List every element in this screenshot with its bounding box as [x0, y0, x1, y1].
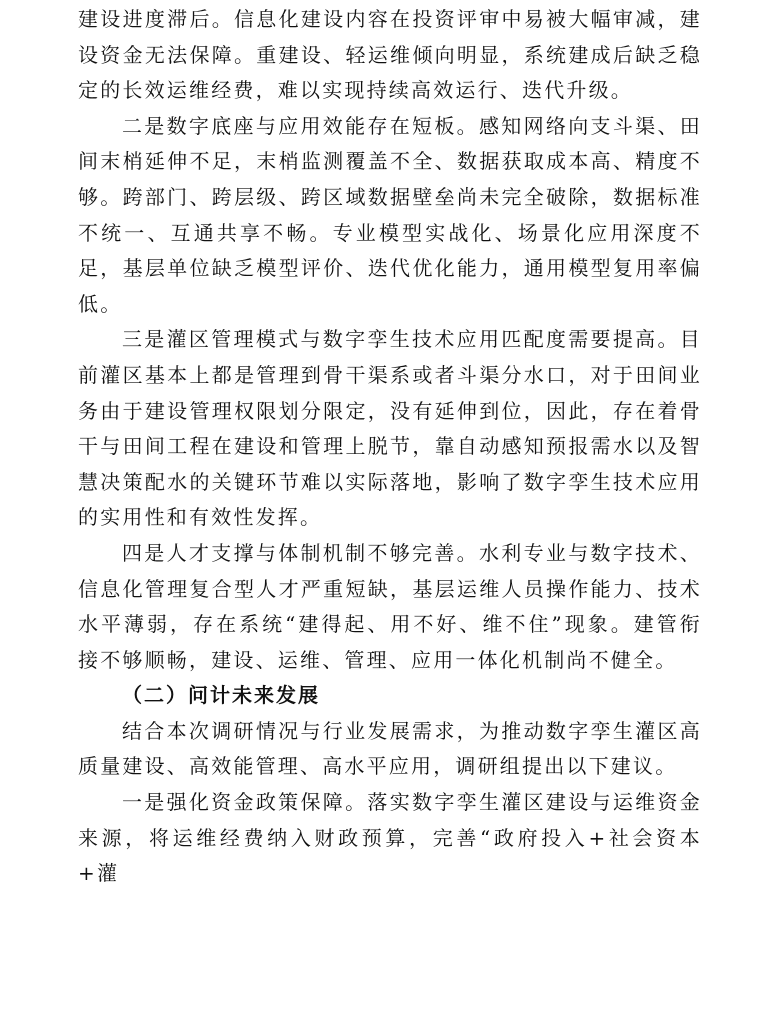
- body-paragraph-continuation: 建设进度滞后。信息化建设内容在投资评审中易被大幅审减，建设资金无法保障。重建设、轻运维倾向明显，系统建成后缺乏稳定的长效运维经费，难以实现持续高效运行、迭代升级。: [78, 7, 702, 103]
- body-paragraph: 二是数字底座与应用效能存在短板。感知网络向支斗渠、田间末梢延伸不足，末梢监测覆盖不全、数据获取成本高、精度不够。跨部门、跨层级、跨区域数据壁垒尚未完全破除，数据标准不统一、互通共享不畅。专业模型实战化、场景化应用深度不足，基层单位缺乏模型评价、迭代优化能力，通用模型复用率偏低。: [78, 113, 702, 316]
- body-paragraph: 四是人才支撑与体制机制不够完善。水利专业与数字技术、信息化管理复合型人才严重短缺，基层运维人员操作能力、技术水平薄弱，存在系统“建得起、用不好、维不住”现象。建管衔接不够顺畅，建设、运维、管理、应用一体化机制尚不健全。: [78, 540, 702, 672]
- body-paragraph: 结合本次调研情况与行业发展需求，为推动数字孪生灌区高质量建设、高效能管理、高水平应用，调研组提出以下建议。: [78, 718, 702, 779]
- body-paragraph: 一是强化资金政策保障。落实数字孪生灌区建设与运维资金来源，将运维经费纳入财政预算，完善“政府投入+社会资本+灌: [78, 790, 702, 886]
- document-body: [78, 2, 702, 892]
- section-heading: （二）问计未来发展: [122, 683, 320, 708]
- body-paragraph: 三是灌区管理模式与数字孪生技术应用匹配度需要提高。目前灌区基本上都是管理到骨干渠系或者斗渠分水口，对于田间业务由于建设管理权限划分限定，没有延伸到位，因此，存在着骨干与田间工程在建设和管理上脱节，靠自动感知预报需水以及智慧决策配水的关键环节难以实际落地，影响了数字孪生技术应用的实用性和有效性发挥。: [78, 327, 702, 530]
